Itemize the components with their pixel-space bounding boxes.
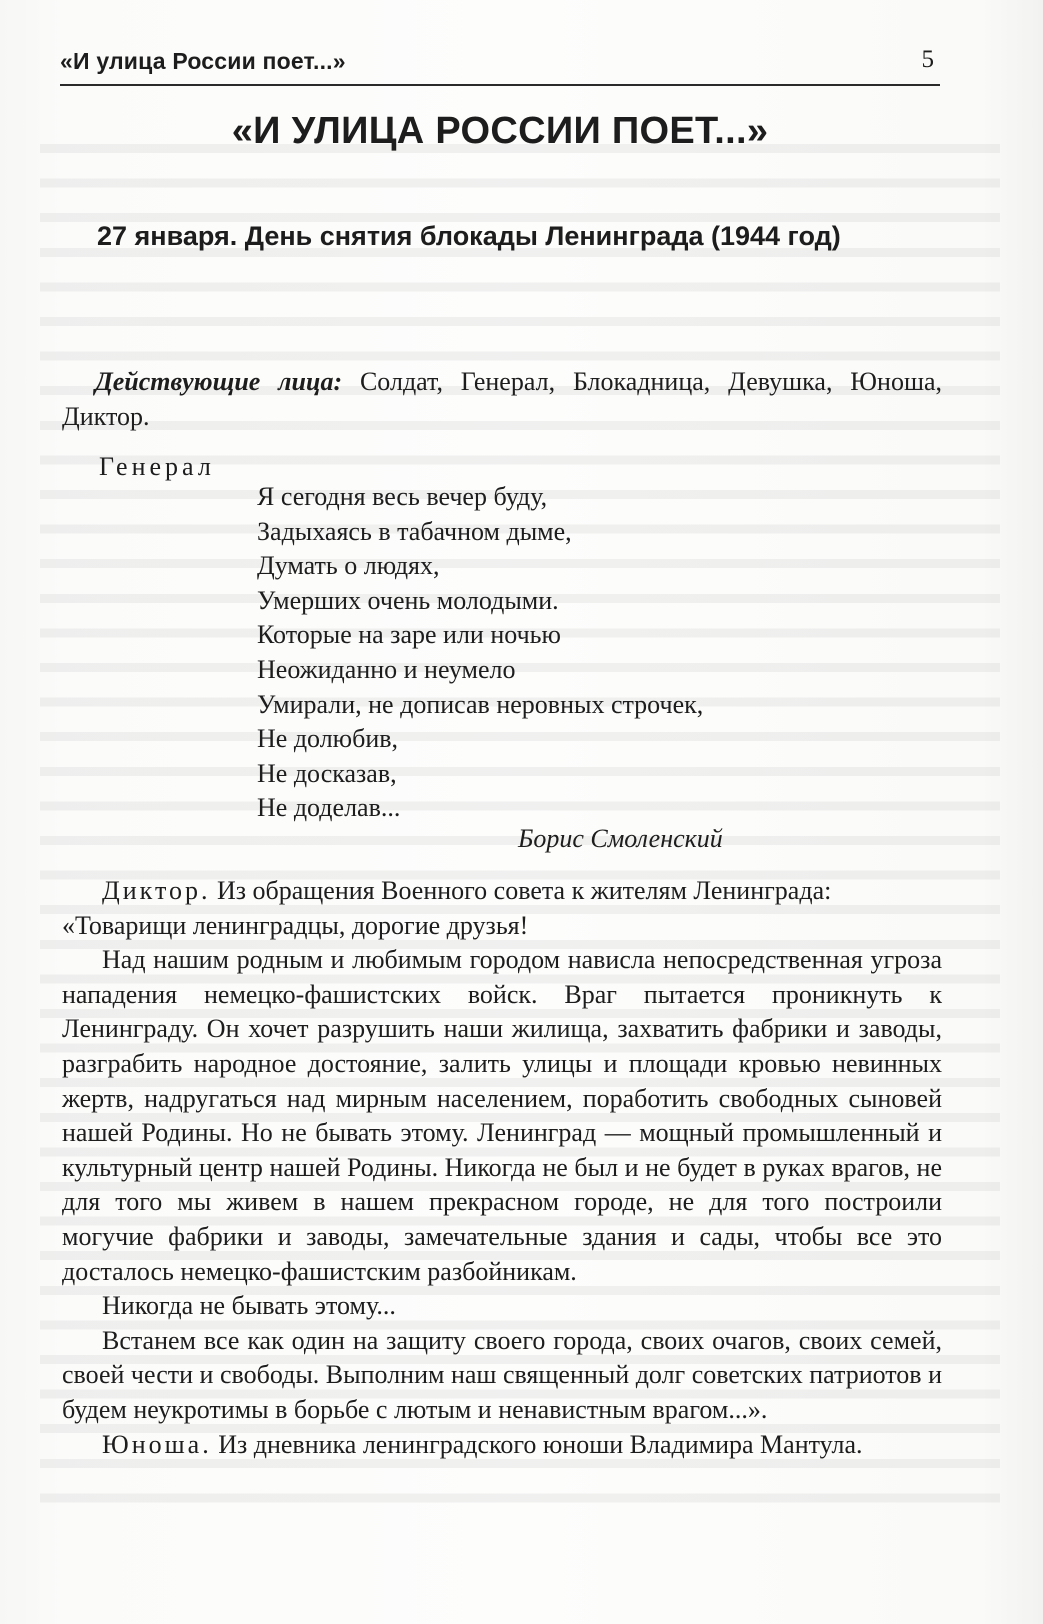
youth-line	[62, 1428, 942, 1463]
speaker-youth: Юноша.	[102, 1429, 212, 1459]
speaker-announcer: Диктор.	[102, 876, 211, 905]
poem-line: Задыхаясь в табачном дыме,	[257, 516, 572, 546]
chapter-title: «И УЛИЦА РОССИИ ПОЕТ...»	[231, 110, 769, 152]
appeal-paragraph: Над нашим родным и любимым городом нависла непосредственная угроза нападения немецко-фашистских войск. Враг пытается проникнуть к Ленинграду. Он хочет разрушить наши жилища, захватить фабрики и заводы, разграбить народное достояние, залить улицы и площади кровью невинных жертв, надругаться над мирным населением, поработить свободных сыновей нашей Родины. Но не бывать этому. Ленинград — мощный промышленный и культурный центр нашей Родины. Никогда не был и не будет в руках врагов, не для того мы живем в нашем прекрасном городе, не для того построили могучие фабрики и заводы, замечательные здания и сады, чтобы все это досталось немецко-фашистским разбойникам.	[62, 945, 942, 1286]
poem-line: Не доделав...	[257, 793, 401, 823]
chapter-subtitle: 27 января. День снятия блокады Ленинграда (1944 год)	[97, 221, 841, 251]
page-number: 5	[921, 46, 934, 73]
poem-line: Думать о людях,	[257, 551, 440, 581]
poem-line: Не досказав,	[257, 758, 397, 788]
poem-line: Не долюбив,	[257, 724, 399, 754]
poem-line: Умирали, не дописав неровных строчек,	[257, 689, 704, 719]
poem-line: Неожиданно и неумело	[257, 654, 516, 684]
poem	[257, 480, 703, 826]
running-header	[60, 44, 940, 86]
main-prose	[62, 874, 942, 1462]
poem-line: Я сегодня весь вечер буду,	[257, 482, 548, 511]
speaker-general: Генерал	[99, 452, 215, 481]
youth-text: Из дневника ленинградского юноши Владимира Мантула.	[218, 1429, 863, 1459]
cast-names: Солдат, Генерал, Блокадница, Девушка, Юноша, Диктор.	[62, 367, 942, 431]
poem-author: Борис Смоленский	[518, 824, 723, 853]
poem-line: Которые на заре или ночью	[257, 620, 561, 650]
announcer-intro-text: Из обращения Военного совета к жителям Ленинграда:	[216, 876, 832, 905]
cast-label: Действующие лица:	[95, 367, 343, 396]
running-title: «И улица России поет...»	[60, 48, 346, 74]
announcer-greeting: «Товарищи ленинградцы, дорогие друзья!	[62, 910, 529, 940]
appeal-paragraph: Встанем все как один на защиту своего города, своих очагов, своих семей, своей чести и свободы. Выполним наш священный долг советских патриотов и будем неукротимы в борьбе с лютым и ненавистным врагом...».	[62, 1325, 942, 1424]
poem-line: Умерших очень молодыми.	[257, 585, 559, 615]
announcer-intro	[62, 874, 942, 909]
cast-list	[62, 365, 942, 434]
appeal-paragraph: Никогда не бывать этому...	[102, 1291, 396, 1321]
